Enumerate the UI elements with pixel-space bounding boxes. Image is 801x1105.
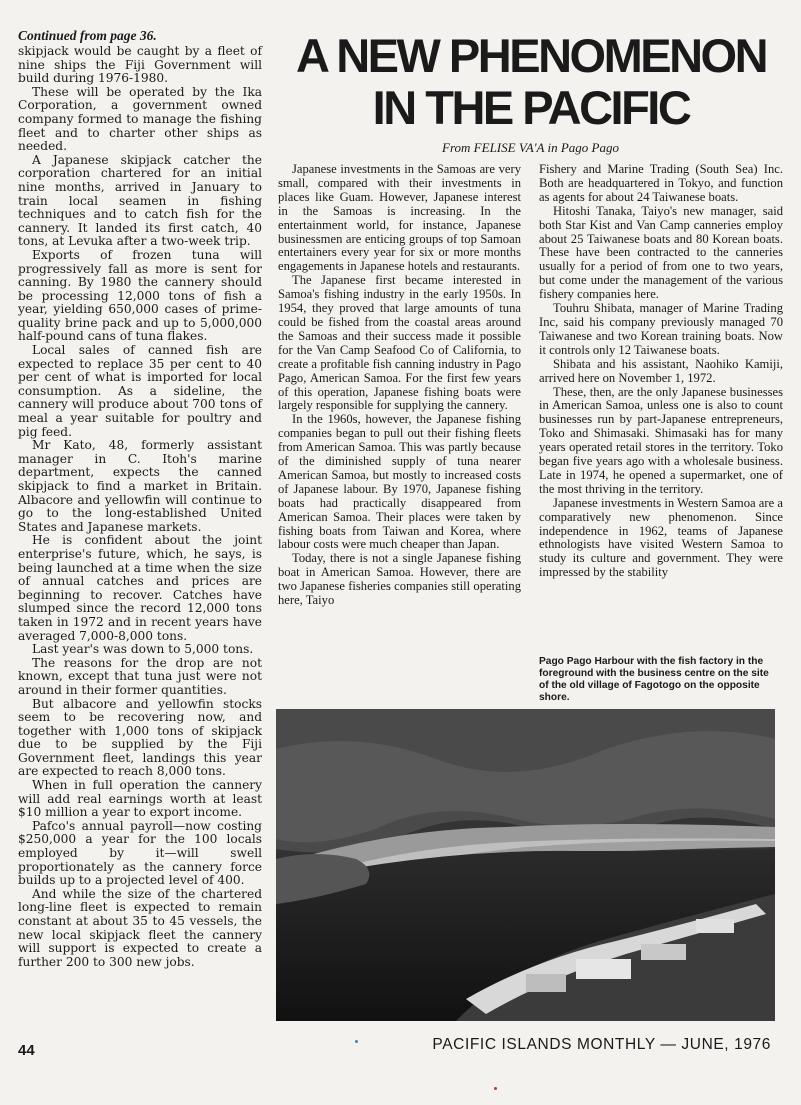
paragraph: Pafco's annual payroll—now costing $250,000 a year for the 100 locals employed by it—will swell proportionately as the cannery force builds up to a projected level of 400.: [18, 818, 262, 888]
headline: [272, 30, 790, 134]
paragraph: Last year's was down to 5,000 tons.: [32, 642, 254, 657]
paragraph: But albacore and yellowfin stocks seem to be recovering now, and together with 1,000 tons of skipjack due to be supplied by the Fiji Government fleet, landings this year are expected to reach 8,000 tons.: [18, 696, 262, 779]
print-speck: [494, 1087, 497, 1090]
photo-caption: Pago Pago Harbour with the fish factory in the foreground with the business centre on the site of the old village of Fagotogo on the opposite shore.: [539, 656, 769, 703]
paragraph: The Japanese first became interested in Samoa's fishing industry in the early 1950s. In 1954, they proved that large amounts of tuna could be fished from the coastal areas around the Samoas and their success made it possible for the Van Camp Seafood Co of California, to create a profitable fish canning industry in Pago Pago, American Samoa. For the first few years of this operation, Japanese fishing boats were largely responsible for supplying the cannery.: [278, 273, 521, 413]
paragraph: These will be operated by the Ika Corporation, a government owned company formed to manage the fishing fleet and to charter other ships as needed.: [18, 84, 262, 154]
paragraph: Fishery and Marine Trading (South Sea) Inc. Both are headquartered in Tokyo, and function as agents for about 24 Taiwanese boats.: [539, 162, 783, 204]
paragraph: Touhru Shibata, manager of Marine Trading Inc, said his company previously managed 70 Taiwanese and two Korean training boats. Now it controls only 12 Taiwanese boats.: [539, 301, 783, 357]
paragraph: Today, there is not a single Japanese fishing boat in American Samoa. However, there are two Japanese fisheries companies still operating here, Taiyo: [278, 551, 521, 608]
paragraph: And while the size of the chartered long-line fleet is expected to remain constant at about 35 to 45 vessels, the new local skipjack fleet the cannery will support is expected to create a further 200 to 300 new jobs.: [18, 886, 262, 969]
paragraph: Hitoshi Tanaka, Taiyo's new manager, said both Star Kist and Van Camp canneries employ about 25 Taiwanese boats and 80 Korean boats. These have been contracted to the canneries usually for a period of from one to two years, but come under the management of the various fishery companies here.: [539, 203, 783, 302]
paragraph: When in full operation the cannery will add real earnings worth at least $10 million a year to export income.: [18, 778, 262, 820]
paragraph: He is confident about the joint enterprise's future, which, he says, is being launched at a time when the size of annual catches and prices are beginning to recover. Catches have slumped since the record 12,000 tons taken in 1972 and in recent years have averaged 7,000-8,000 tons.: [18, 533, 262, 643]
paragraph: Japanese investments in Western Samoa are a comparatively new phenomenon. Since independence in 1962, teams of Japanese ethnologists have visited Western Samoa to study its culture and government. They were impressed by the stability: [539, 495, 783, 580]
headline-line-2: IN THE PACIFIC: [372, 81, 690, 134]
byline: From FELISE VA'A in Pago Pago: [442, 140, 619, 155]
paragraph: Shibata and his assistant, Naohiko Kamiji, arrived here on November 1, 1972.: [539, 356, 783, 385]
paragraph: The reasons for the drop are not known, except that tuna just were not around in their former quantities.: [18, 655, 262, 697]
paragraph: Exports of frozen tuna will progressively fall as more is sent for canning. By 1980 the cannery should be processing 12,000 tons of fish a year, yielding 650,000 cases of prime-quality brine pack and up to 5,000,000 half-pound cans of tuna flakes.: [18, 247, 262, 344]
paragraph: Mr Kato, 48, formerly assistant manager in C. Itoh's marine department, expects the canned skipjack to find a market in Britain. Albacore and yellowfin will continue to go to the long-established United States and Japanese markets.: [18, 438, 262, 534]
paragraph: Japanese investments in the Samoas are very small, compared with their investments in places like Guam. However, Japanese interest in the Samoas is increasing. In the entertainment world, for instance, Japanese businessmen are enticing groups of top Samoan entertainers every year for six or more months engagements in Japanese hotels and restaurants.: [278, 162, 521, 274]
paragraph: A Japanese skipjack catcher the corporation chartered for an initial nine months, arrived in January to train local seamen in fishing techniques and to catch fish for the cannery. It landed its first catch, 40 tons, at Levuka after a two-week trip.: [18, 152, 262, 249]
page-number: 44: [18, 1042, 35, 1059]
headline-line-1: A NEW PHENOMENON: [295, 29, 767, 82]
continued-note: Continued from page 36.: [18, 28, 157, 43]
column-right: [539, 163, 783, 580]
paragraph: skipjack would be caught by a fleet of nine ships the Fiji Government will build during 1976-1980.: [18, 44, 262, 86]
print-speck: [355, 1040, 358, 1043]
footer: PACIFIC ISLANDS MONTHLY — JUNE, 1976: [432, 1036, 771, 1053]
paragraph: In the 1960s, however, the Japanese fishing companies began to pull out their fishing fleets from American Samoa. This was partly because of the diminished supply of tuna nearer American Samoa, but mostly to increased costs of Japanese labour. By 1970, Japanese fishing boats had practically disappeared from American Samoa. Their places were taken by fishing boats from Taiwan and Korea, where labour costs were much cheaper than Japan.: [278, 412, 521, 552]
column-left: [18, 28, 262, 969]
paragraph: Local sales of canned fish are expected to replace 35 per cent to 40 per cent of what is imported for local consumption. As a sideline, the cannery will produce about 700 tons of meal a year suitable for poultry and pig feed.: [18, 343, 262, 439]
harbour-photo: [276, 709, 775, 1021]
paragraph: These, then, are the only Japanese businesses in American Samoa, unless one is also to count businesses run by part-Japanese entrepreneurs, Toko and Shimasaki. Shimasaki has for many years operated retail stores in the territory. Toko began five years ago with a wholesale business. Late in 1974, he opened a supermarket, one of the most thriving in the territory.: [539, 384, 783, 496]
column-middle: [278, 163, 521, 608]
